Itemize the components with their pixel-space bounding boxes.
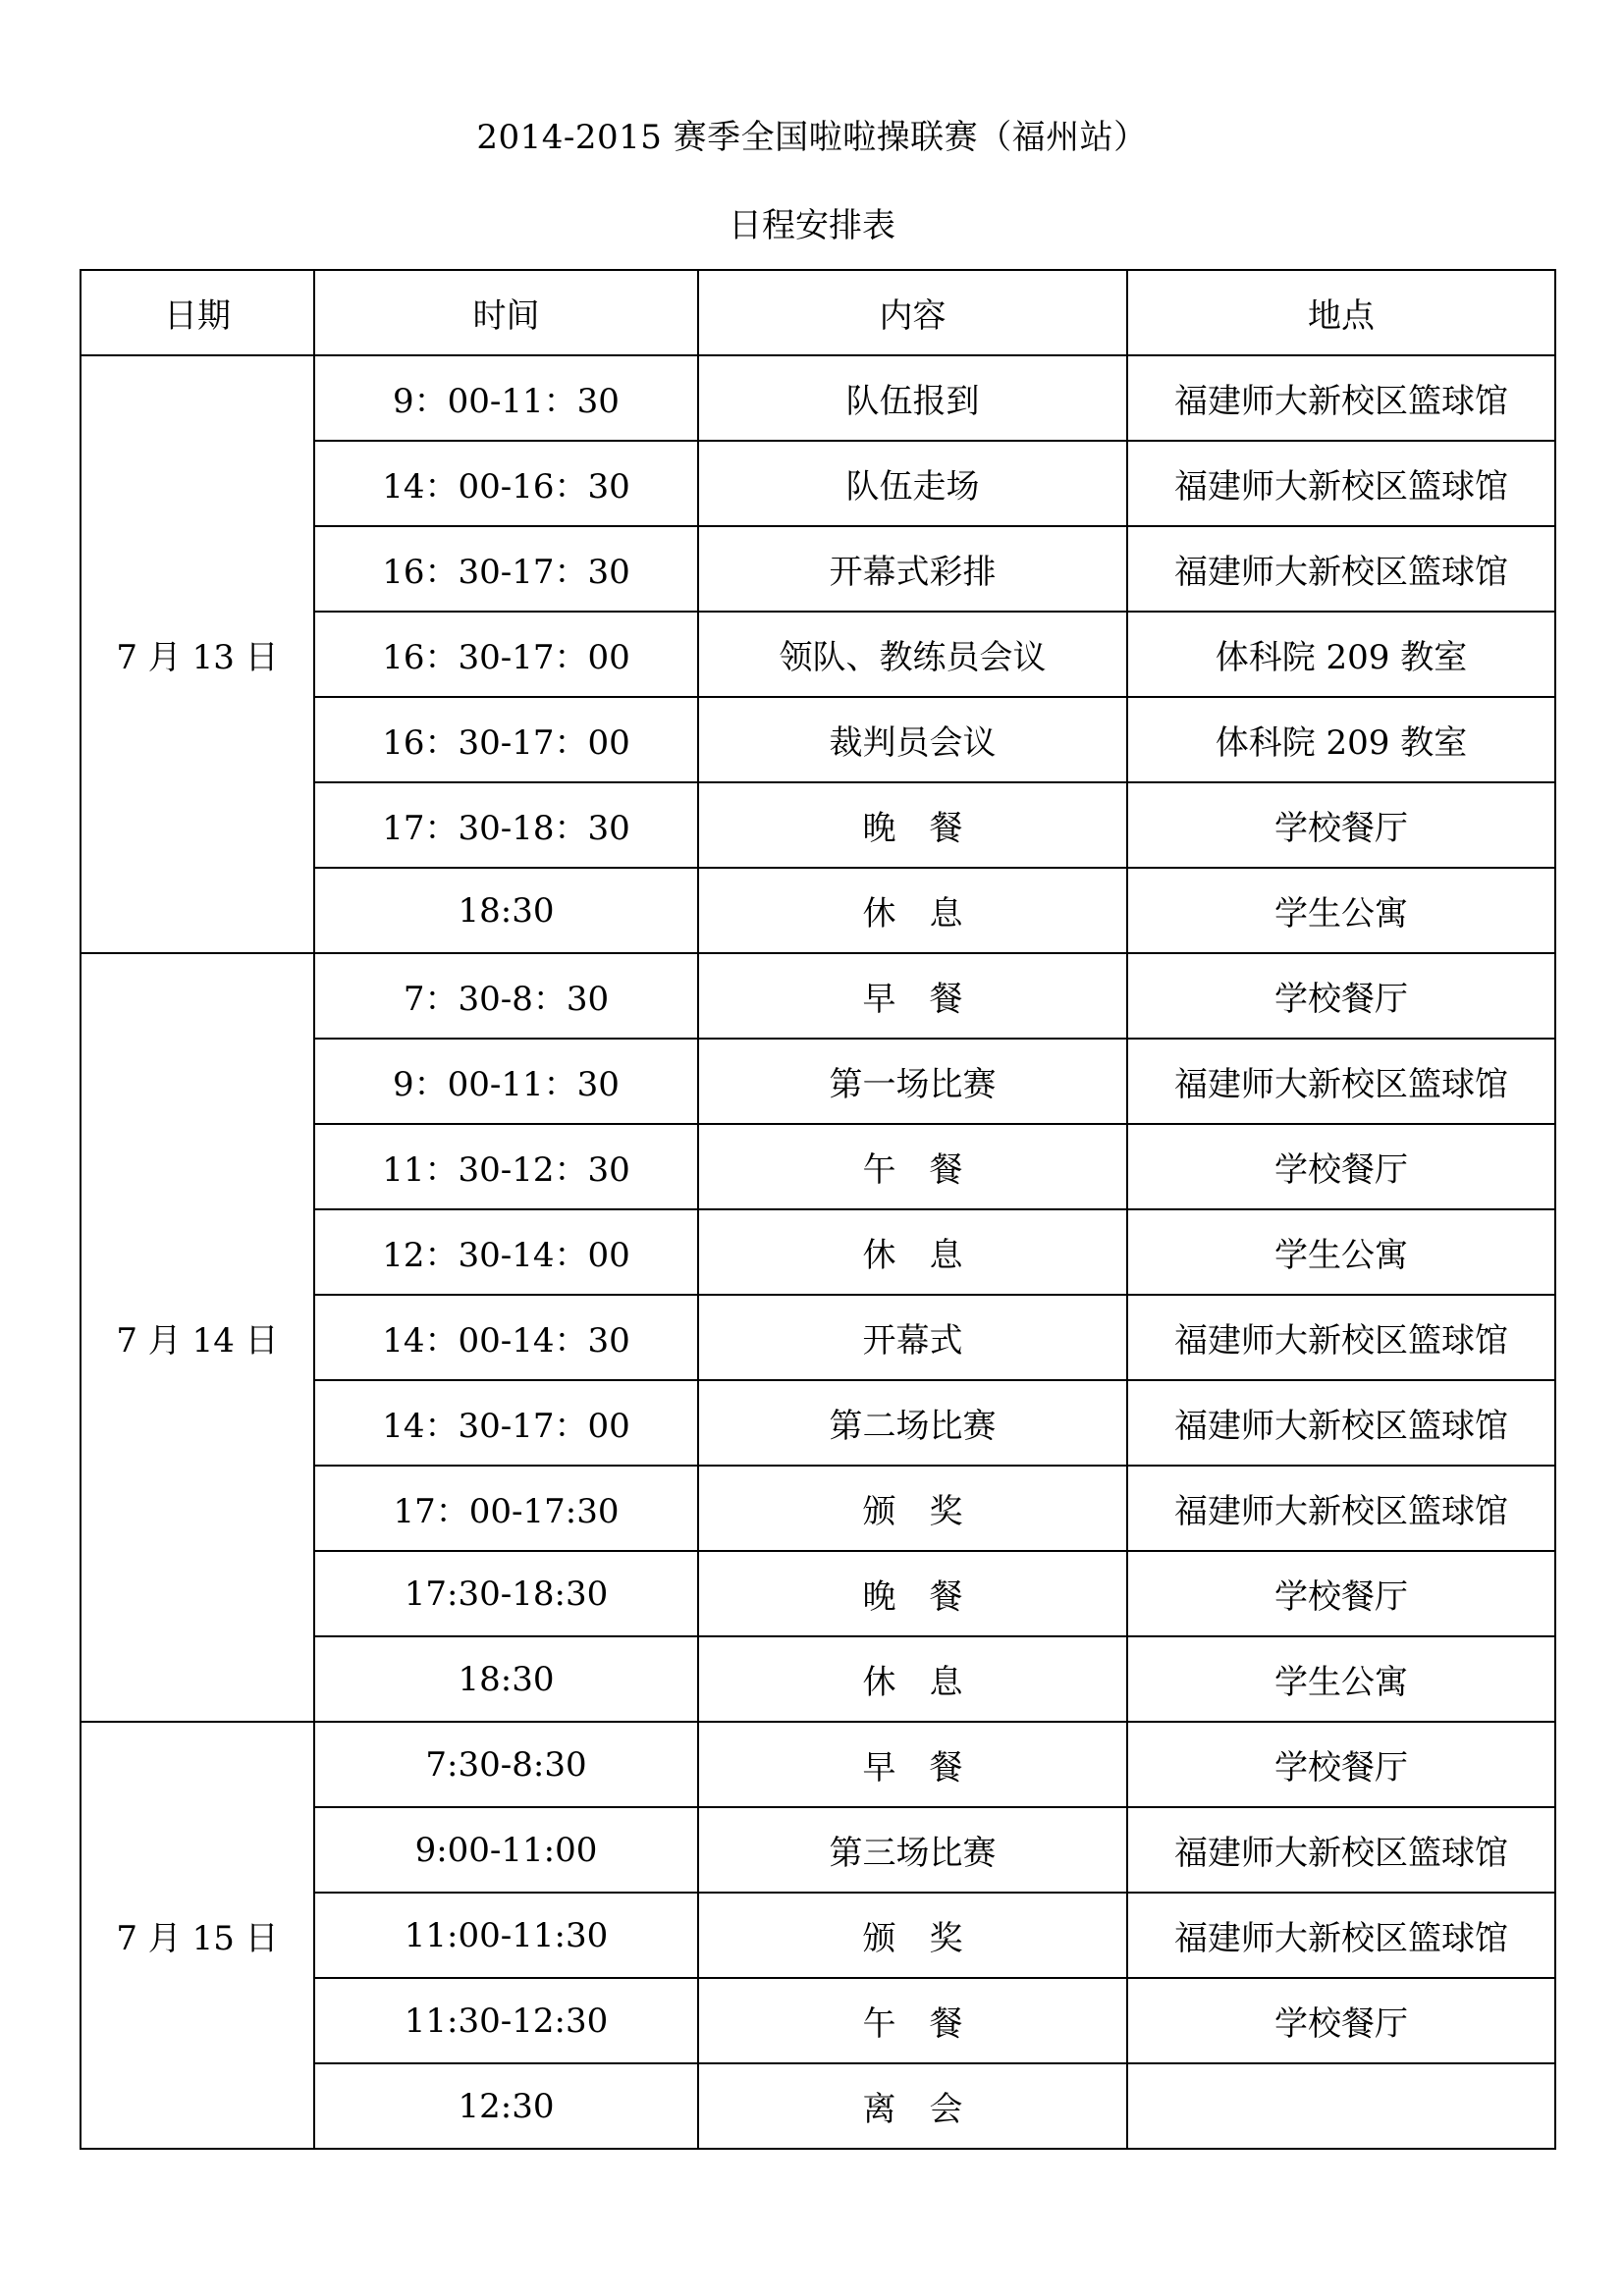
content-cell: 开幕式彩排 — [698, 526, 1127, 612]
table-row — [81, 953, 1555, 1039]
time-cell: 17:30-18:30 — [314, 1551, 698, 1636]
place-cell: 福建师大新校区篮球馆 — [1127, 526, 1555, 612]
time-cell: 11:30-12:30 — [314, 1978, 698, 2063]
content-cell: 休 息 — [698, 1209, 1127, 1295]
schedule-table — [80, 269, 1556, 2150]
header-place: 地点 — [1127, 270, 1555, 355]
time-cell: 14：00-14：30 — [314, 1295, 698, 1380]
content-cell: 离 会 — [698, 2063, 1127, 2149]
place-cell: 体科院 209 教室 — [1127, 612, 1555, 697]
date-cell: 7 月 14 日 — [81, 953, 314, 1722]
time-cell: 16：30-17：30 — [314, 526, 698, 612]
time-cell: 9：00-11：30 — [314, 1039, 698, 1124]
content-cell: 休 息 — [698, 868, 1127, 953]
content-cell: 颁 奖 — [698, 1466, 1127, 1551]
place-cell: 学校餐厅 — [1127, 782, 1555, 868]
content-cell: 休 息 — [698, 1636, 1127, 1722]
time-cell: 17：30-18：30 — [314, 782, 698, 868]
content-cell: 第二场比赛 — [698, 1380, 1127, 1466]
content-cell: 开幕式 — [698, 1295, 1127, 1380]
time-cell: 18:30 — [314, 868, 698, 953]
time-cell: 14：00-16：30 — [314, 441, 698, 526]
time-cell: 9：00-11：30 — [314, 355, 698, 441]
place-cell: 福建师大新校区篮球馆 — [1127, 1380, 1555, 1466]
place-cell: 福建师大新校区篮球馆 — [1127, 1295, 1555, 1380]
place-cell: 福建师大新校区篮球馆 — [1127, 355, 1555, 441]
content-cell: 午 餐 — [698, 1978, 1127, 2063]
date-cell: 7 月 13 日 — [81, 355, 314, 953]
place-cell: 学生公寓 — [1127, 1636, 1555, 1722]
place-cell: 福建师大新校区篮球馆 — [1127, 1807, 1555, 1893]
content-cell: 裁判员会议 — [698, 697, 1127, 782]
time-cell: 12：30-14：00 — [314, 1209, 698, 1295]
place-cell: 学校餐厅 — [1127, 1124, 1555, 1209]
time-cell: 18:30 — [314, 1636, 698, 1722]
table-row — [81, 1722, 1555, 1807]
date-cell: 7 月 15 日 — [81, 1722, 314, 2149]
header-date: 日期 — [81, 270, 314, 355]
place-cell: 福建师大新校区篮球馆 — [1127, 1039, 1555, 1124]
time-cell: 14：30-17：00 — [314, 1380, 698, 1466]
table-header-row — [81, 270, 1555, 355]
place-cell: 学生公寓 — [1127, 1209, 1555, 1295]
content-cell: 队伍报到 — [698, 355, 1127, 441]
place-cell: 学校餐厅 — [1127, 1978, 1555, 2063]
place-cell: 学校餐厅 — [1127, 953, 1555, 1039]
content-cell: 早 餐 — [698, 1722, 1127, 1807]
content-cell: 领队、教练员会议 — [698, 612, 1127, 697]
header-content: 内容 — [698, 270, 1127, 355]
content-cell: 颁 奖 — [698, 1893, 1127, 1978]
time-cell: 12:30 — [314, 2063, 698, 2149]
place-cell: 福建师大新校区篮球馆 — [1127, 1893, 1555, 1978]
place-cell — [1127, 2063, 1555, 2149]
content-cell: 午 餐 — [698, 1124, 1127, 1209]
time-cell: 16：30-17：00 — [314, 697, 698, 782]
page-title: 2014-2015 赛季全国啦啦操联赛（福州站） — [476, 118, 1148, 157]
place-cell: 福建师大新校区篮球馆 — [1127, 441, 1555, 526]
place-cell: 体科院 209 教室 — [1127, 697, 1555, 782]
time-cell: 11:00-11:30 — [314, 1893, 698, 1978]
content-cell: 晚 餐 — [698, 782, 1127, 868]
content-cell: 队伍走场 — [698, 441, 1127, 526]
place-cell: 学校餐厅 — [1127, 1551, 1555, 1636]
time-cell: 17：00-17:30 — [314, 1466, 698, 1551]
time-cell: 7:30-8:30 — [314, 1722, 698, 1807]
time-cell: 9:00-11:00 — [314, 1807, 698, 1893]
content-cell: 第一场比赛 — [698, 1039, 1127, 1124]
page-subtitle: 日程安排表 — [729, 206, 895, 245]
content-cell: 第三场比赛 — [698, 1807, 1127, 1893]
table-row — [81, 355, 1555, 441]
place-cell: 学校餐厅 — [1127, 1722, 1555, 1807]
place-cell: 福建师大新校区篮球馆 — [1127, 1466, 1555, 1551]
time-cell: 7：30-8：30 — [314, 953, 698, 1039]
content-cell: 早 餐 — [698, 953, 1127, 1039]
place-cell: 学生公寓 — [1127, 868, 1555, 953]
time-cell: 11：30-12：30 — [314, 1124, 698, 1209]
header-time: 时间 — [314, 270, 698, 355]
time-cell: 16：30-17：00 — [314, 612, 698, 697]
content-cell: 晚 餐 — [698, 1551, 1127, 1636]
